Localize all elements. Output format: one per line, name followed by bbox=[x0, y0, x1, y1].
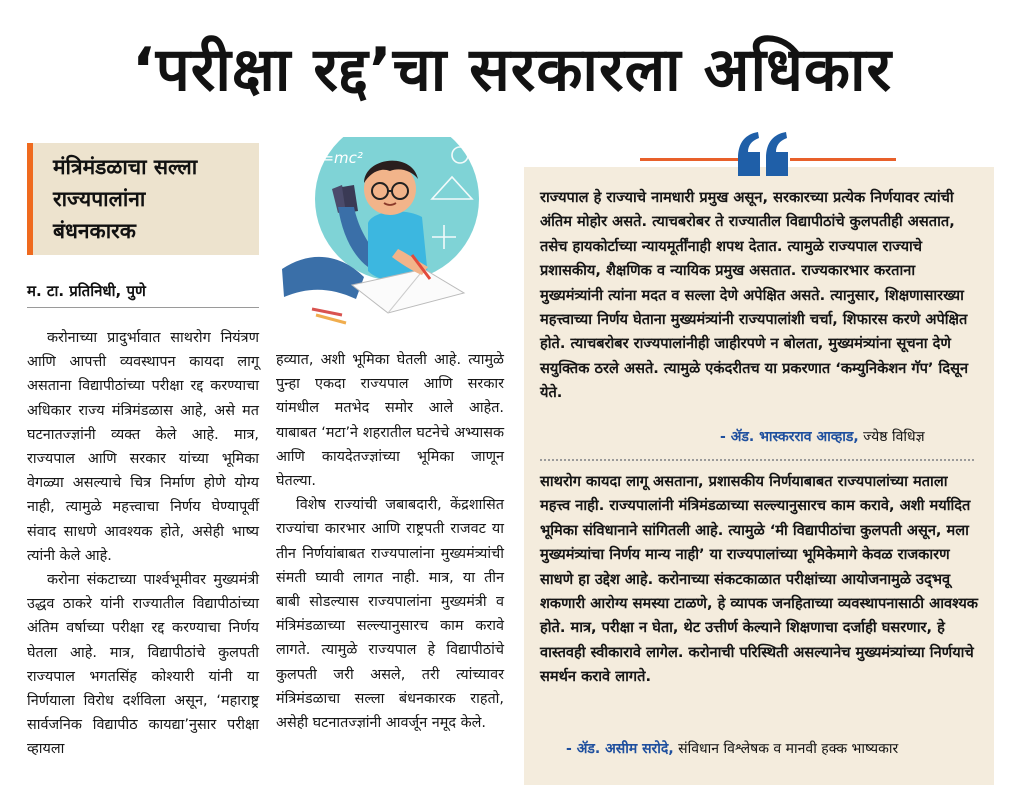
article-column-1 bbox=[27, 326, 259, 762]
quote-attribution-1 bbox=[720, 427, 925, 446]
quote-text-2: साथरोग कायदा लागू असताना, प्रशासकीय निर्णयाबाबत राज्यपालांच्या मताला महत्त्व नाही. राज्यपालांनी मंत्रिमंडळाच्या सल्ल्यानुसारच काम करावे, अशी मर्यादित भूमिका संविधानाने सांगितली आहे. त्यामुळे ‘मी विद्यापीठांचा कुलपती असून, मला मुख्यमंत्र्यांचा निर्णय मान्य नाही’ या राज्यपालांच्या भूमिकेमागे केवळ राजकारण साधणे हा उद्देश आहे. करोनाच्या संकटकाळात परीक्षांच्या आयोजनामुळे उद्‌भवू शकणारी आरोग्य समस्या टाळणे, हे व्यापक जनहिताच्या व्यवस्थापनासाठी आवश्यक होते. मात्र, परीक्षा न घेता, थेट उत्तीर्ण केल्याने शिक्षणाचा दर्जाही घसरणार, हे वास्तवही स्वीकारावे लागेल. करोनाची परिस्थिती असल्यानेच मुख्यमंत्र्यांच्या निर्णयाचे समर्थन करावे लागते. bbox=[540, 473, 979, 686]
attribution-role: संविधान विश्लेषक व मानवी हक्क भाष्यकार bbox=[673, 741, 899, 757]
subhead-line-2: राज्यपालांना bbox=[53, 187, 146, 211]
quote-rule-left bbox=[640, 158, 738, 161]
attribution-name: ॲड. भास्करराव आव्हाड, bbox=[730, 429, 859, 445]
attribution-name: ॲड. असीम सरोदे, bbox=[576, 741, 674, 757]
subhead-line-3: बंधनकारक bbox=[53, 219, 136, 243]
attribution-role: ज्येष्ठ विधिज्ञ bbox=[858, 429, 925, 445]
article-column-2 bbox=[276, 348, 504, 735]
formula-text: E=mc² bbox=[312, 149, 363, 167]
article-paragraph: हव्यात, अशी भूमिका घेतली आहे. त्यामुळे पुन्हा एकदा राज्यपाल आणि सरकार यांमधील मतभेद समोर आले आहेत. याबाबत ‘मटा’ने शहरातील घटनेचे अभ्यासक आणि कायदेतज्ज्ञांच्या भूमिका जाणून घेतल्या. bbox=[276, 352, 504, 490]
headline: ‘परीक्षा रद्द’चा सरकारला अधिकार bbox=[131, 35, 893, 105]
article-paragraph: करोनाच्या प्रादुर्भावात साथरोग नियंत्रण आणि आपत्ती व्यवस्थापन कायदा लागू असताना विद्यापीठांच्या परीक्षा रद्द करण्याचा अधिकार राज्य मंत्रिमंडळास आहे, असे मत घटनातज्ज्ञांनी व्यक्त केले आहे. मात्र, राज्यपाल आणि सरकार यांच्या भूमिका वेगळ्या असल्याचे चित्र निर्माण होणे योग्य नाही, त्यामुळे महत्त्वाचा निर्णय घेण्यापूर्वी संवाद साधणे आवश्यक होते, असेही भाष्य त्यांनी केले आहे. bbox=[27, 330, 259, 564]
byline-divider bbox=[27, 307, 259, 308]
subhead-box bbox=[27, 143, 259, 255]
subhead-line-1: मंत्रिमंडळाचा सल्ला bbox=[53, 155, 198, 179]
quote-text-1: राज्यपाल हे राज्याचे नामधारी प्रमुख असून, सरकारच्या प्रत्येक निर्णयावर त्यांची अंतिम मोहोर असते. त्याचबरोबर ते राज्यातील विद्यापीठांचे कुलपतीही असतात, तसेच हायकोर्टाच्या न्यायमूर्तींनाही शपथ देतात. त्यामुळे राज्यपाल राज्याचे प्रशासकीय, शैक्षणिक व न्यायिक प्रमुख असतात. राज्यकारभार करताना मुख्यमंत्र्यांनी त्यांना मदत व सल्ला देणे अपेक्षित असते. त्यानुसार, शिक्षणासारख्या महत्त्वाच्या निर्णय घेताना मुख्यमंत्र्यांनी राज्यपालांशी चर्चा, शिफारस करणे अपेक्षित होते. त्याचबरोबर राज्यपालांनीही जाहीरपणे न बोलता, मुख्यमंत्र्यांना सूचना देणे सयुक्तिक ठरले असते. त्यामुळे एकंदरीतच या प्रकरणात ‘कम्युनिकेशन गॅप’ दिसून येते. bbox=[540, 189, 969, 402]
quote-rule-right bbox=[790, 158, 896, 161]
quote-mark-icon bbox=[734, 128, 794, 180]
quote-attribution-2 bbox=[566, 739, 898, 758]
attribution-prefix: - bbox=[566, 741, 577, 757]
byline: म. टा. प्रतिनिधी, पुणे bbox=[27, 282, 146, 300]
attribution-prefix: - bbox=[720, 429, 731, 445]
boy-studying-icon bbox=[272, 137, 502, 337]
article-paragraph: विशेष राज्यांची जबाबदारी, केंद्रशासित राज्यांचा कारभार आणि राष्ट्रपती राजवट या तीन निर्णयांबाबत राज्यपालांना मुख्यमंत्र्यांची संमती घ्यावी लागत नाही. मात्र, या तीन बाबी सोडल्यास राज्यपालांना मुख्यमंत्री व मंत्रिमंडळाच्या सल्ल्यानुसारच काम करावे लागते. त्यामुळे राज्यपाल हे विद्यापीठांचे कुलपती जरी असले, तरी त्यांच्यावर मंत्रिमंडळाचा सल्ला बंधनकारक राहतो, असेही घटनातज्ज्ञांनी आवर्जून नमूद केले. bbox=[276, 497, 504, 732]
article-paragraph: करोना संकटाच्या पार्श्वभूमीवर मुख्यमंत्री उद्धव ठाकरे यांनी राज्यातील विद्यापीठांच्या अंतिम वर्षाच्या परीक्षा रद्द करण्याचा निर्णय घेतला आहे. मात्र, विद्यापीठांचे कुलपती राज्यपाल भगतसिंह कोश्यारी यांनी या निर्णयाला विरोध दर्शविला असून, ‘महाराष्ट्र सार्वजनिक विद्यापीठ कायद्या’नुसार परीक्षा व्हायला bbox=[27, 572, 259, 758]
quote-divider bbox=[540, 459, 974, 461]
